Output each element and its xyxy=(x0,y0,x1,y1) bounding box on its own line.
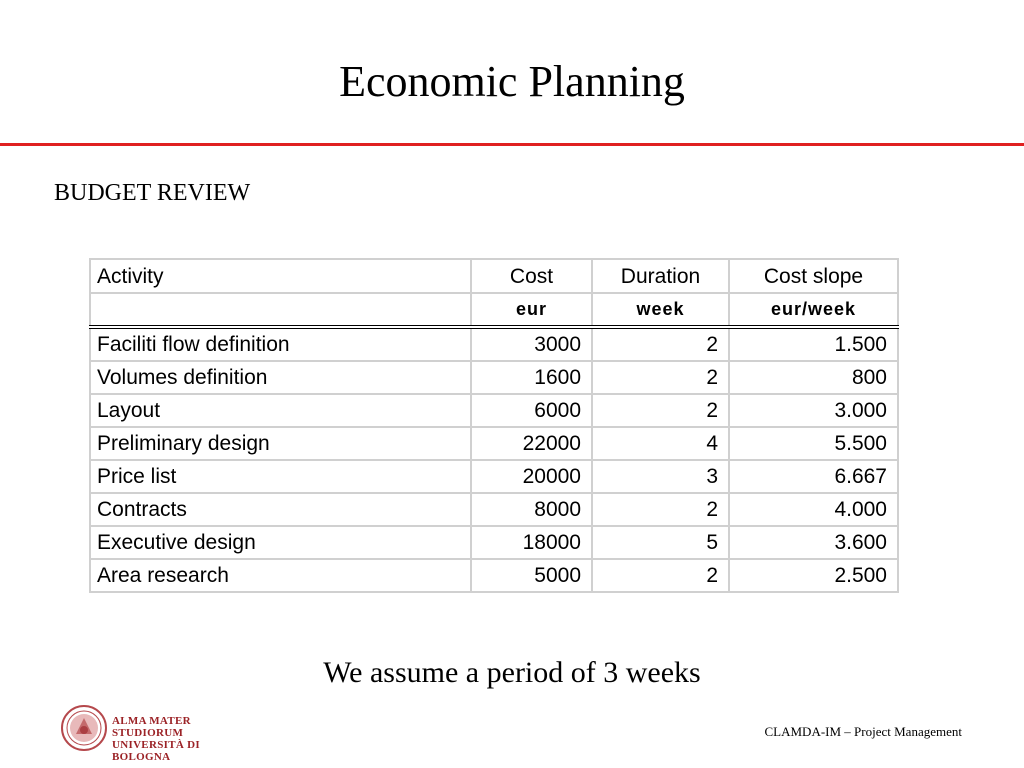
unit-cost: eur xyxy=(471,293,592,327)
cell-cost: 20000 xyxy=(471,460,592,493)
cell-cost: 18000 xyxy=(471,526,592,559)
cell-cost-slope: 2.500 xyxy=(729,559,898,592)
cell-cost-slope: 3.000 xyxy=(729,394,898,427)
cell-duration: 3 xyxy=(592,460,729,493)
cell-cost-slope: 6.667 xyxy=(729,460,898,493)
cell-cost-slope: 1.500 xyxy=(729,327,898,361)
cell-activity: Price list xyxy=(90,460,471,493)
cell-cost-slope: 800 xyxy=(729,361,898,394)
cell-activity: Contracts xyxy=(90,493,471,526)
cell-cost: 5000 xyxy=(471,559,592,592)
cell-activity: Area research xyxy=(90,559,471,592)
budget-table xyxy=(89,258,899,593)
cell-cost: 6000 xyxy=(471,394,592,427)
university-logo xyxy=(60,704,260,763)
footer-text: CLAMDA-IM – Project Management xyxy=(764,724,962,739)
table-row xyxy=(90,327,898,361)
header-cost: Cost xyxy=(471,259,592,293)
cell-cost: 3000 xyxy=(471,327,592,361)
cell-activity: Volumes definition xyxy=(90,361,471,394)
cell-activity: Faciliti flow definition xyxy=(90,327,471,361)
cell-cost: 22000 xyxy=(471,427,592,460)
cell-duration: 2 xyxy=(592,394,729,427)
cell-duration: 2 xyxy=(592,493,729,526)
table-row xyxy=(90,361,898,394)
unit-duration: week xyxy=(592,293,729,327)
cell-activity: Layout xyxy=(90,394,471,427)
unit-cost-slope: eur/week xyxy=(729,293,898,327)
header-activity: Activity xyxy=(90,259,471,293)
slide-title: Economic Planning xyxy=(339,57,685,106)
university-seal-icon xyxy=(60,704,108,752)
cell-duration: 2 xyxy=(592,327,729,361)
table-row xyxy=(90,493,898,526)
table-row xyxy=(90,427,898,460)
cell-cost-slope: 5.500 xyxy=(729,427,898,460)
table-header-row xyxy=(90,259,898,293)
table-units-row xyxy=(90,293,898,327)
cell-duration: 5 xyxy=(592,526,729,559)
table-row xyxy=(90,394,898,427)
cell-activity: Executive design xyxy=(90,526,471,559)
logo-line-1: ALMA MATER STUDIORUM xyxy=(112,715,191,739)
logo-line-2: UNIVERSITÀ DI BOLOGNA xyxy=(112,739,200,763)
title-divider xyxy=(0,143,1024,146)
cell-cost-slope: 3.600 xyxy=(729,526,898,559)
unit-activity xyxy=(90,293,471,327)
header-cost-slope: Cost slope xyxy=(729,259,898,293)
cell-duration: 2 xyxy=(592,559,729,592)
table-row xyxy=(90,526,898,559)
cell-cost-slope: 4.000 xyxy=(729,493,898,526)
table-row xyxy=(90,460,898,493)
cell-activity: Preliminary design xyxy=(90,427,471,460)
cell-duration: 4 xyxy=(592,427,729,460)
cell-cost: 1600 xyxy=(471,361,592,394)
table-row xyxy=(90,559,898,592)
header-duration: Duration xyxy=(592,259,729,293)
section-heading: BUDGET REVIEW xyxy=(54,180,251,206)
cell-cost: 8000 xyxy=(471,493,592,526)
cell-duration: 2 xyxy=(592,361,729,394)
assumption-note: We assume a period of 3 weeks xyxy=(323,656,701,689)
